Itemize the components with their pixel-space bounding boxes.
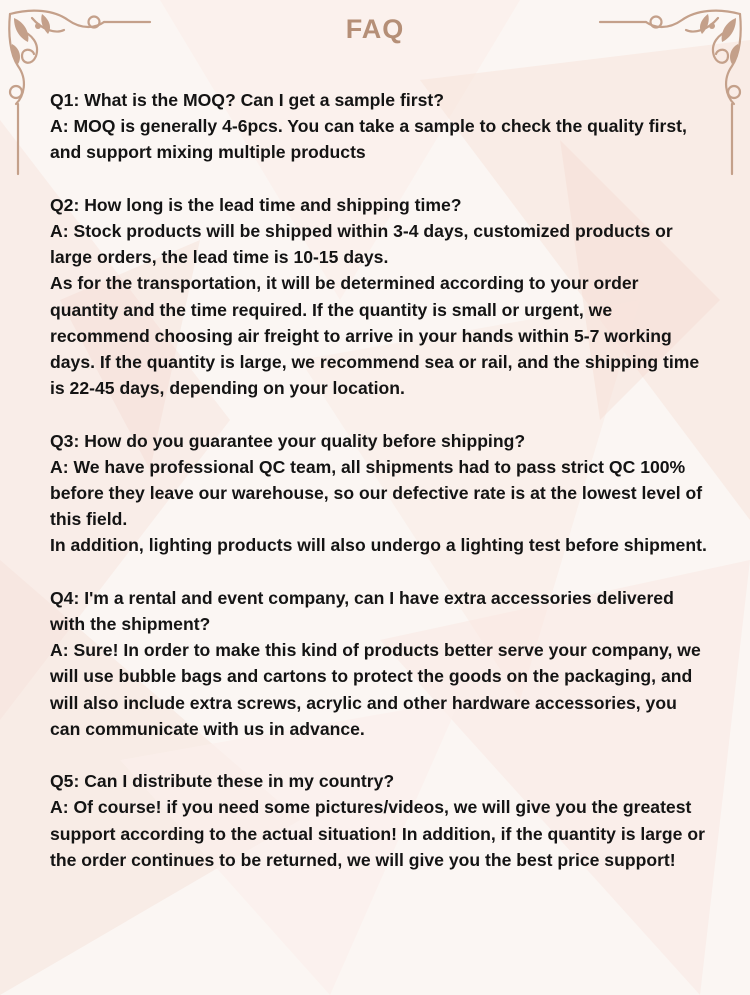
faq-question-5: Q5: Can I distribute these in my country? (50, 771, 395, 792)
faq-answer-5: A: Of course! if you need some pictures/videos, we will give you the greatest support according to the actual situation! In addition, if the quantity is large or the order continues to be returned, we will give you the best price support! (50, 797, 705, 870)
faq-answer-3: A: We have professional QC team, all shipments had to pass strict QC 100% before they leave our warehouse, so our defective rate is at the lowest level of this field. (50, 456, 703, 530)
faq-list (50, 87, 710, 899)
faq-question-1: Q1: What is the MOQ? Can I get a sample first? (50, 90, 444, 110)
faq-question-3: Q3: How do you guarantee your quality before shipping? (50, 430, 526, 451)
faq-answer-1: A: MOQ is generally 4-6pcs. You can take a sample to check the quality first, and support mixing multiple products (50, 116, 687, 163)
faq-answer-2: A: Stock products will be shipped within 3-4 days, customized products or large orders, the lead time is 10-15 days. (50, 221, 673, 268)
faq-item-5 (50, 768, 710, 873)
faq-answer-3-extra: In addition, lighting products will also undergo a lighting test before shipment. (50, 535, 707, 556)
page-title: FAQ (345, 14, 405, 44)
faq-item-4 (50, 585, 710, 742)
faq-item-3 (50, 428, 710, 559)
faq-answer-4: A: Sure! In order to make this kind of products better serve your company, we will use bubble bags and cartons to protect the goods on the packaging, and will also include extra screws, acrylic and other hardware accessories, you can communicate with us in advance. (50, 640, 701, 739)
faq-question-2: Q2: How long is the lead time and shipping time? (50, 194, 462, 215)
faq-item-1 (50, 87, 710, 166)
faq-question-4: Q4: I'm a rental and event company, can I have extra accessories delivered with the shipment? (50, 587, 674, 635)
faq-answer-2-extra: As for the transportation, it will be determined according to your order quantity and the time required. If the quantity is small or urgent, we recommend choosing air freight to arrive in your hands within 5-7 working days. If the quantity is large, we recommend sea or rail, and the shipping time is 22-45 days, depending on your location. (50, 273, 700, 399)
faq-item-2 (50, 192, 710, 402)
